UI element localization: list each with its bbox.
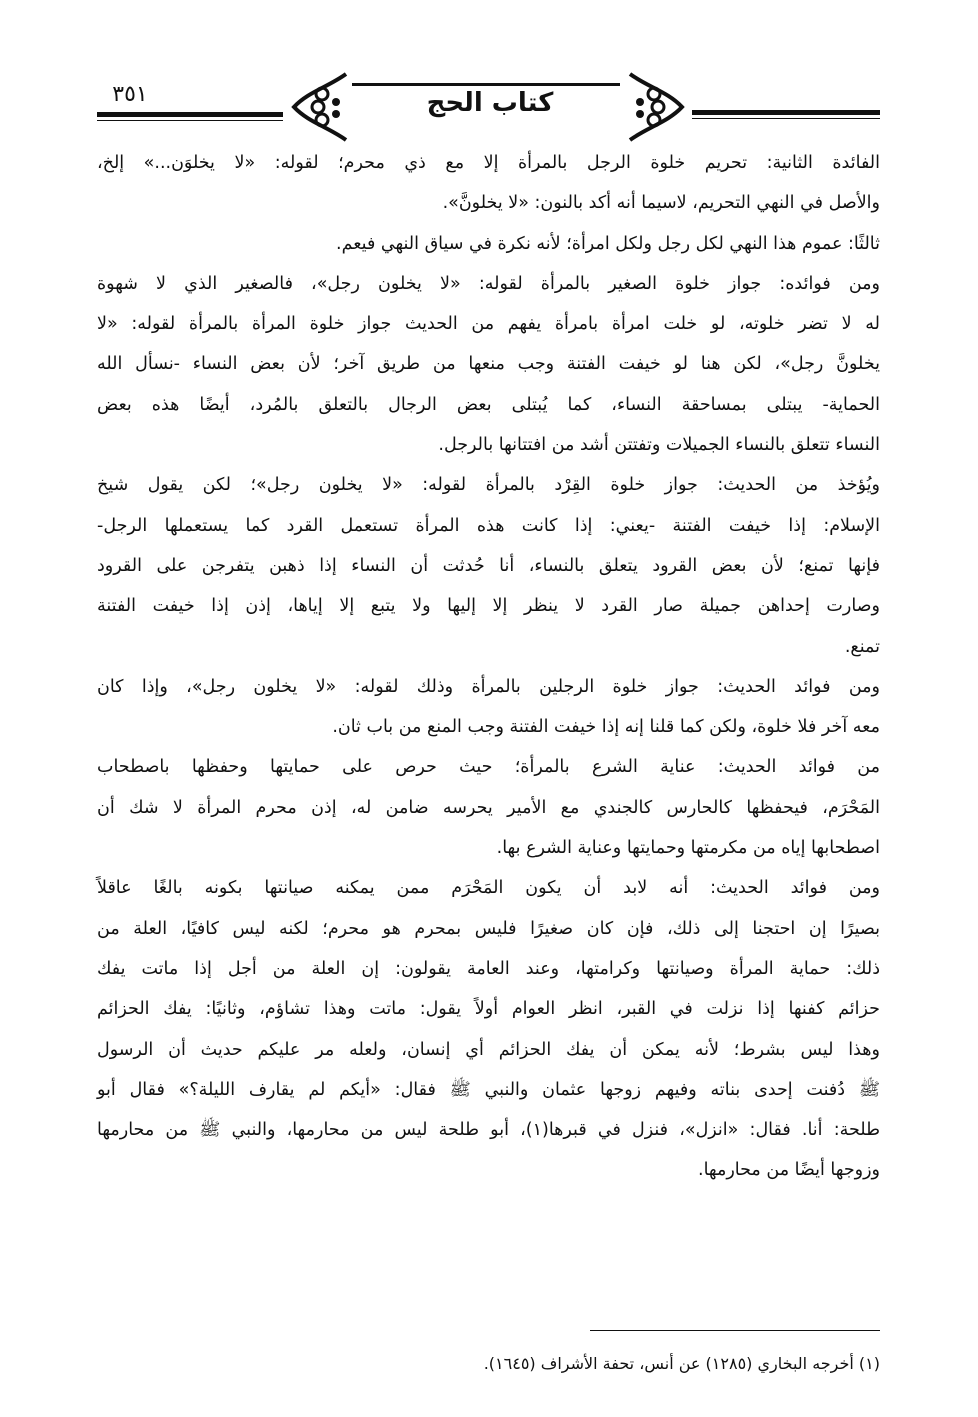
footnote: (١) أخرجه البخاري (١٢٨٥) عن أنس، تحفة الأشراف (١٦٤٥). (483, 1354, 880, 1373)
text-line: بصيرًا إن احتجنا إلى ذلك، فإن كان صغيرًا فليس بمحرم هو محرم؛ لكنه ليس كافيًا، العلة من (97, 918, 880, 939)
text-line: ومن فوائد الحديث: أنه لابد أن يكون المَحْرَم ممن يمكنه صيانتها بكونه بالغًا عاقلاً (97, 878, 880, 899)
text-line: ﷺ دُفنت إحدى بناته وفيهم زوجها عثمان والنبي ﷺ فقال: «أيكم لم يقارف الليلة؟» فقال أبو (97, 1079, 880, 1100)
paragraph (97, 747, 880, 868)
paragraph (97, 667, 880, 748)
paragraph (97, 868, 880, 1190)
header-rule-right (692, 110, 880, 115)
paragraph (97, 143, 880, 224)
text-line: ثالثًا: عموم هذا النهي لكل رجل ولكل امرأة؛ لأنه نكرة في سياق النهي فيعم. (336, 233, 880, 254)
text-line: اصطحابها إياه من مكرمتها وحمايتها وعناية الشرع بها. (496, 838, 880, 859)
paragraph (97, 224, 880, 264)
text-line: ويُؤخذ من الحديث: جواز خلوة القِرْد بالمرأة لقوله: «لا يخلون رجل»؛ لكن يقول شيخ (97, 475, 880, 496)
text-line: فإنها تمنع؛ لأن بعض القرود يتعلق بالنساء، أنا حُدثت أن النساء إذا ذهبن يتفرجن على القرود (97, 555, 880, 576)
text-line: وزوجها أيضًا من محارمها. (698, 1160, 880, 1181)
header-rule-right-thin (692, 118, 880, 119)
text-line: ذلك: حماية المرأة وصيانتها وكرامتها، وعند العامة يقولون: إن العلة من أجل إذا ماتت يفك (97, 958, 880, 979)
text-line: طلحة: أنا. فقال: «انزل»، فنزل في قبرها(١)، أبو طلحة ليس من محارمها، والنبي ﷺ من محارمها (97, 1120, 880, 1141)
text-line: يخلونَّ رجل»، لكن هنا لو خيفت الفتنة وجب منعها من طريق آخر؛ لأن بعض النساء -نسأل الله (97, 354, 880, 375)
text-line: له لا تضر خلوته، لو خلت امرأة بامرأة يفهم من الحديث جواز خلوة المرأة بالمرأة لقوله: «لا (97, 314, 880, 335)
text-line: الحماية- يبتلى بمساحقة النساء، كما يُبتلى بعض الرجال بالتعلق بالمُرد، أيضًا هذه بعض (97, 394, 880, 415)
ornament-icon (288, 72, 350, 142)
page-body (97, 143, 880, 1191)
text-line: النساء تتعلق بالنساء الجميلات وتفتتن أشد من افتتانها بالرجل. (438, 435, 880, 456)
text-line: معه آخر فلا خلوة، ولكن كما قلنا إنه إذا خيفت الفتنة وجب المنع من باب ثان. (332, 717, 880, 738)
text-line: من فوائد الحديث: عناية الشرع بالمرأة؛ حيث حرص على حمايتها وحفظها باصطحاب (97, 757, 880, 778)
page-number: ٣٥١ (112, 82, 148, 107)
text-line: وصارت إحداهن جميلة صار القرد لا ينظر إلا إليها ولا يتبع إلا إياها، إذن إذا خيفت الفتنة (97, 596, 880, 617)
text-line: المَحْرَم، فيحفظها كالحارس كالجندي مع الأمير يحرسه ضامن له، إذن محرم المرأة لا شك أن (97, 797, 880, 818)
text-line: ومن فوائد الحديث: جواز خلوة الرجلين بالمرأة وذلك لقوله: «لا يخلون رجل»، وإذا كان (97, 676, 880, 697)
paragraph (97, 465, 880, 666)
text-line: تمنع. (844, 636, 880, 657)
paragraph (97, 264, 880, 465)
text-line: وهذا ليس بشرط؛ لأنه يمكن أن يفك الحزائم أي إنسان، ولعله مر عليكم حديث أن الرسول (97, 1039, 880, 1060)
header-rule-left-thin (97, 120, 283, 121)
header-rule-top (352, 83, 620, 86)
ornament-icon (626, 72, 688, 142)
text-line: حزائم كفنها إذا نزلت في القبر، انظر العوام أولاً يقول: ماتت وهذا تشاؤم، وثانيًا: يفك الحزائم (97, 999, 880, 1020)
text-line: والأصل في النهي التحريم، لاسيما أنه أكد بالنون: «لا يخلونَّ». (442, 193, 880, 214)
text-line: ومن فوائده: جواز خلوة الصغير بالمرأة لقوله: «لا يخلون رجل»، فالصغير الذي لا شهوة (97, 273, 880, 294)
footnote-separator (590, 1330, 880, 1331)
text-line: الفائدة الثانية: تحريم خلوة الرجل بالمرأة إلا مع ذي محرم؛ لقوله: «لا يخلوَن...» إلخ، (97, 153, 880, 173)
chapter-title: كتاب الحج (426, 88, 554, 118)
header-rule-left (97, 112, 283, 117)
text-line: الإسلام: إذا خيفت الفتنة -يعني: إذا كانت هذه المرأة تستعمل القرد كما يستعملها الرجل- (97, 515, 880, 536)
